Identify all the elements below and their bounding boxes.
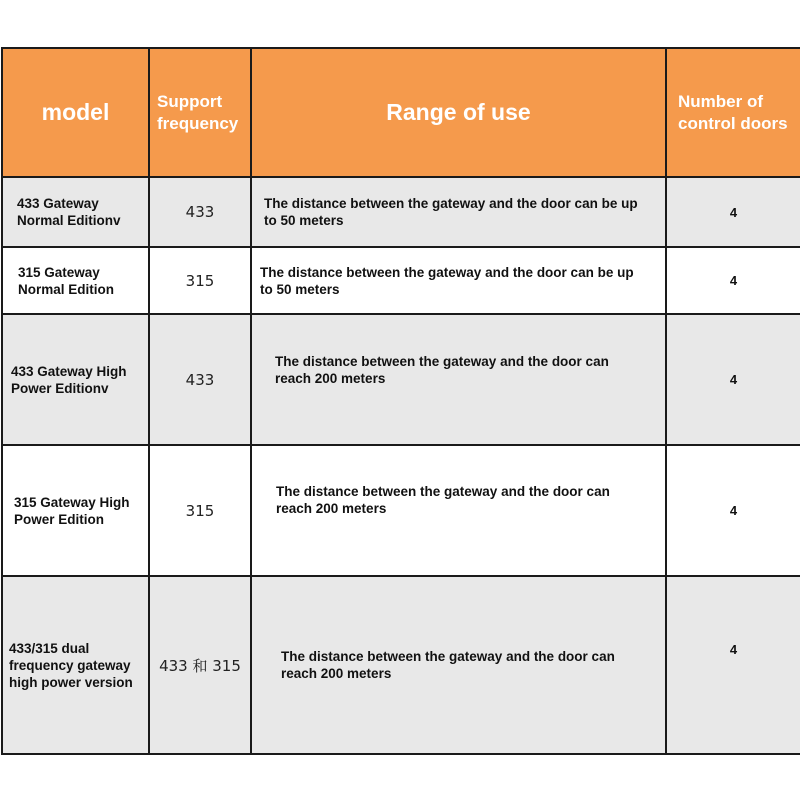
cell-range: The distance between the gateway and the door can reach 200 meters: [251, 314, 666, 445]
cell-model: 315 Gateway Normal Edition: [2, 247, 149, 314]
table-row: [2, 247, 800, 314]
table-row: [2, 314, 800, 445]
cell-frequency: 433 和 315: [149, 576, 251, 754]
cell-range: The distance between the gateway and the door can be up to 50 meters: [251, 247, 666, 314]
cell-doors: 4: [666, 445, 800, 576]
header-frequency-label: Support frequency: [157, 91, 239, 133]
header-range: [251, 48, 666, 177]
cell-range: The distance between the gateway and the door can be up to 50 meters: [251, 177, 666, 247]
cell-range: The distance between the gateway and the door can reach 200 meters: [251, 576, 666, 754]
header-row: [2, 48, 800, 177]
table-row: [2, 177, 800, 247]
header-doors-label: Number of control doors: [678, 91, 788, 133]
header-model-label: model: [41, 99, 110, 125]
table-row: [2, 445, 800, 576]
header-model: [2, 48, 149, 177]
cell-frequency: 315: [149, 445, 251, 576]
cell-doors: 4: [666, 247, 800, 314]
cell-frequency: 315: [149, 247, 251, 314]
cell-model: 433/315 dual frequency gateway high power version: [2, 576, 149, 754]
cell-model: 433 Gateway Normal Editionv: [2, 177, 149, 247]
cell-frequency: 433: [149, 177, 251, 247]
header-range-label: Range of use: [386, 99, 531, 125]
cell-frequency: 433: [149, 314, 251, 445]
table-row: [2, 576, 800, 754]
cell-model: 315 Gateway High Power Edition: [2, 445, 149, 576]
cell-doors: 4: [666, 177, 800, 247]
header-frequency: [149, 48, 251, 177]
cell-model: 433 Gateway High Power Editionv: [2, 314, 149, 445]
cell-doors: 4: [666, 314, 800, 445]
cell-range: The distance between the gateway and the door can reach 200 meters: [251, 445, 666, 576]
spec-table: [1, 47, 800, 755]
cell-doors: 4: [666, 576, 800, 754]
header-doors: [666, 48, 800, 177]
